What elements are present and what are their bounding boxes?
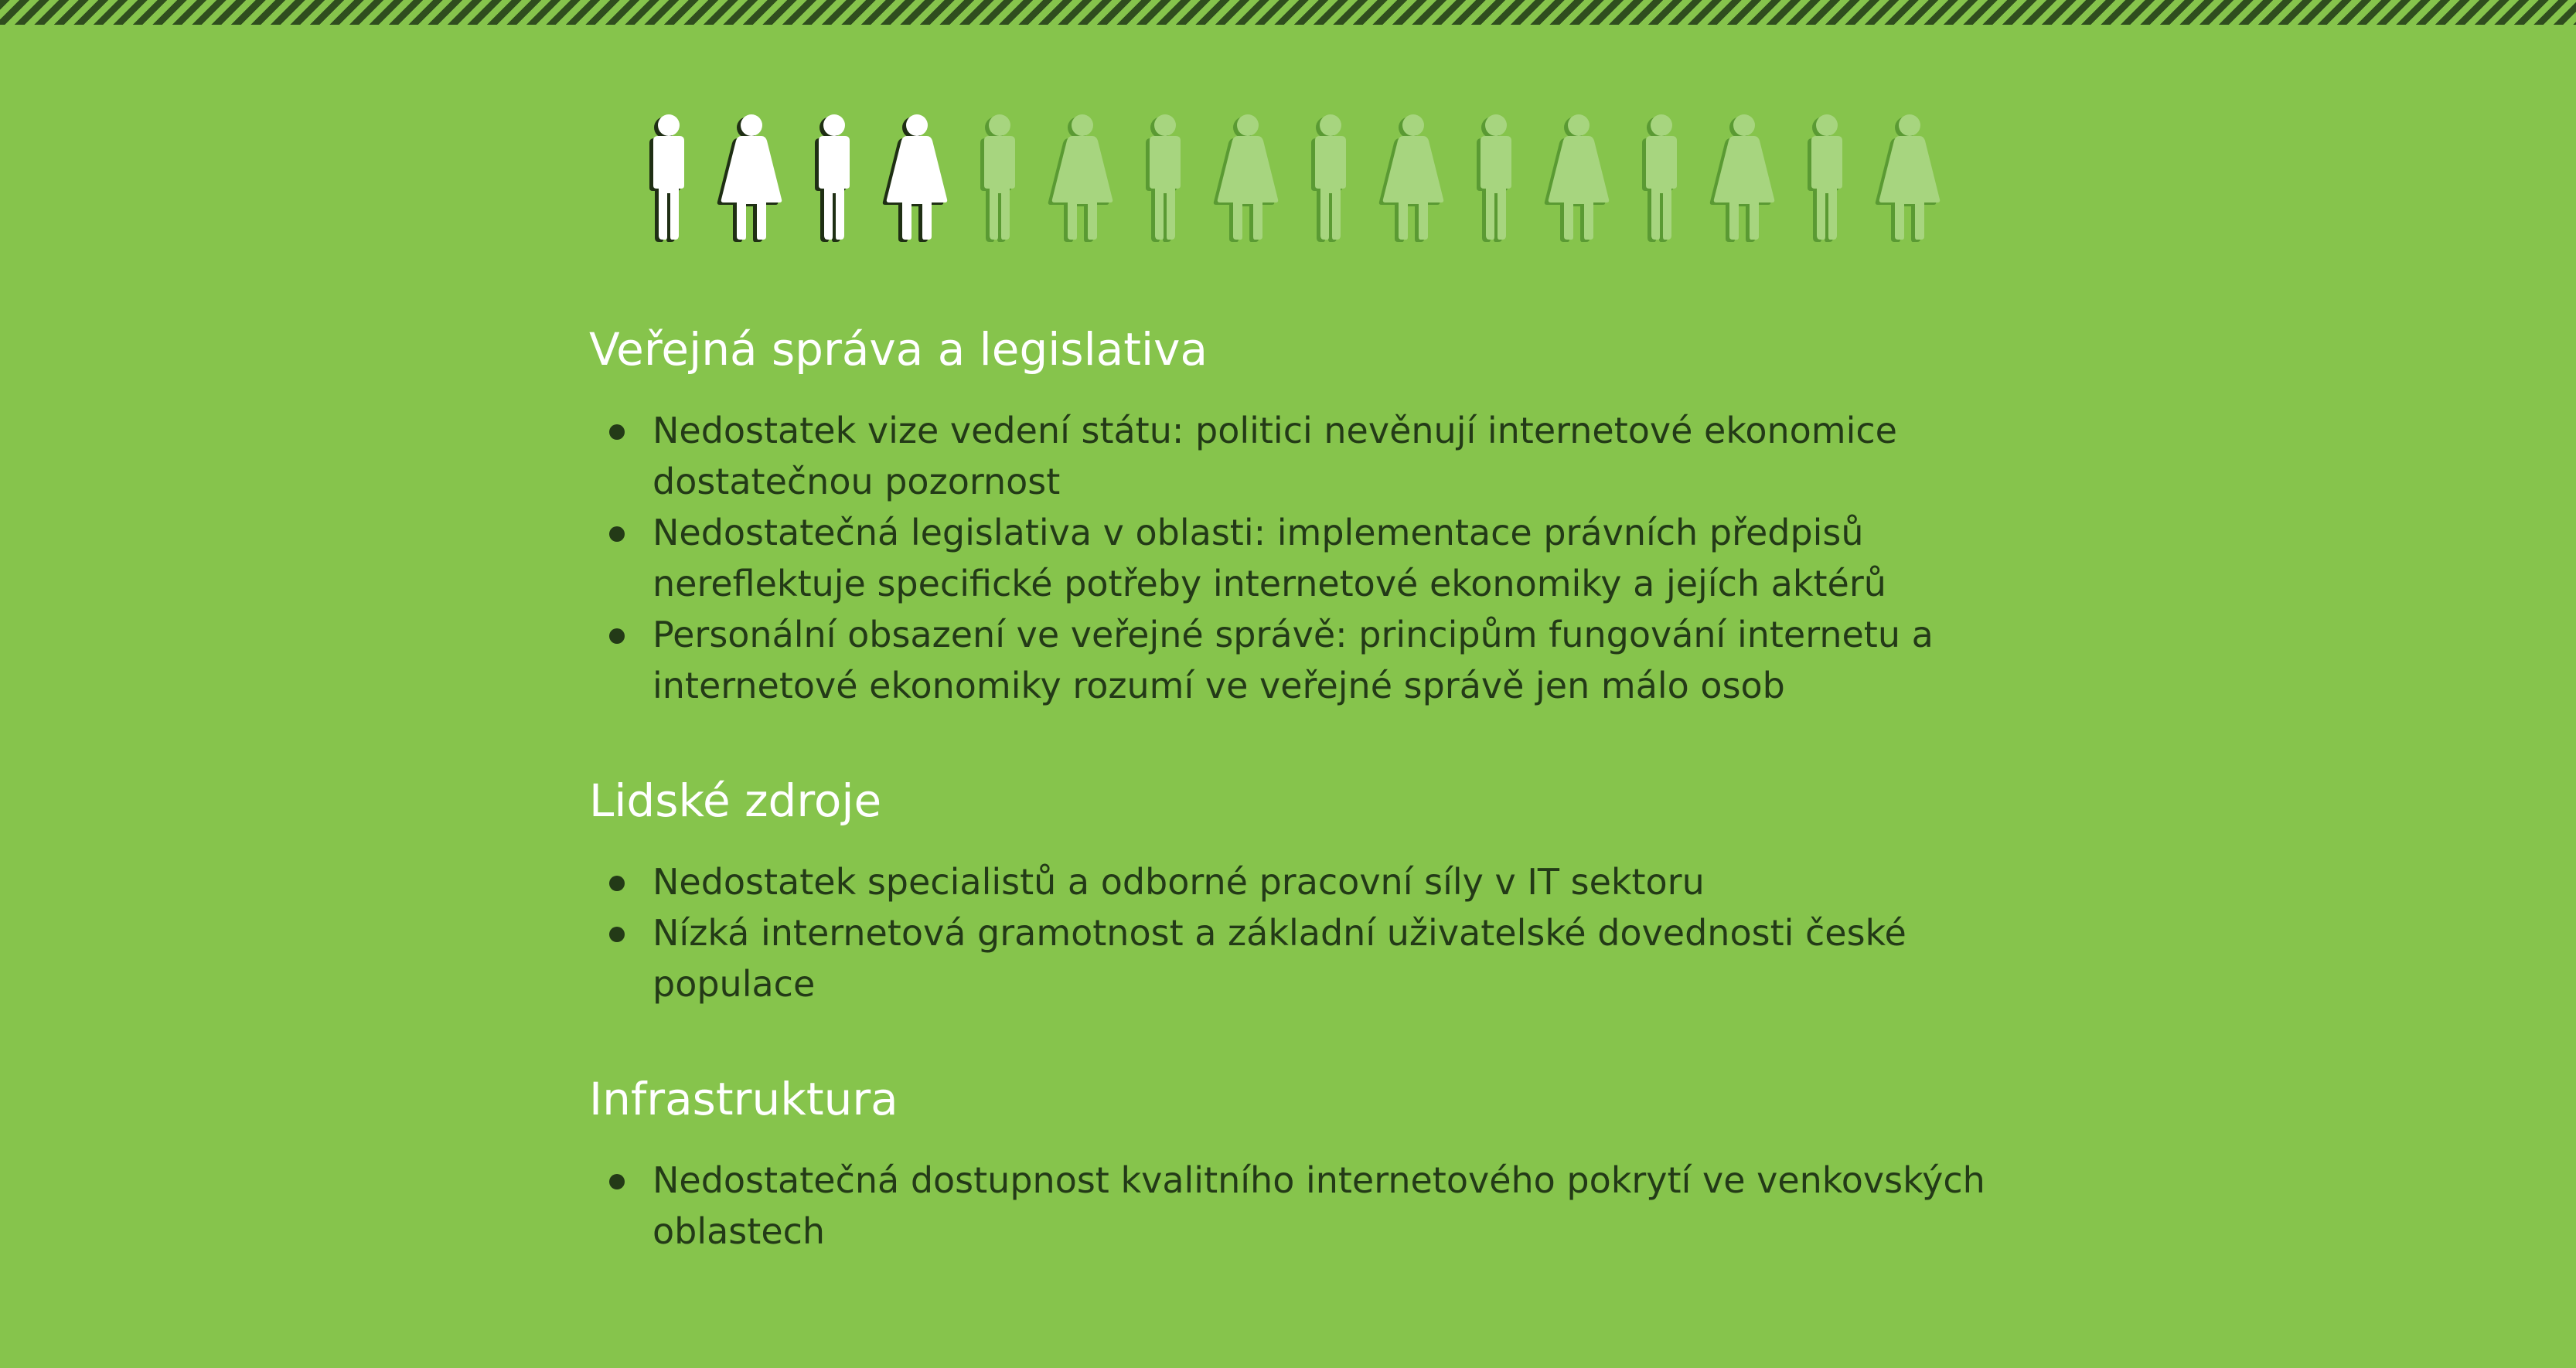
bullet-list bbox=[589, 1155, 2058, 1257]
list-item bbox=[589, 609, 2058, 711]
woman-icon bbox=[1041, 108, 1124, 243]
section-title: Infrastruktura bbox=[589, 1073, 898, 1125]
bullet-list bbox=[589, 405, 2058, 711]
woman-icon bbox=[1207, 108, 1290, 243]
woman-icon bbox=[1869, 108, 1951, 243]
bullet-icon bbox=[609, 424, 625, 440]
top-stripe-border bbox=[0, 0, 2576, 25]
section-infrastructure bbox=[589, 1059, 2058, 1257]
list-item-text: Nízká internetová gramotnost a základní uživatelské dovednosti české populace bbox=[653, 912, 1906, 1005]
woman-icon bbox=[1372, 108, 1455, 243]
woman-icon bbox=[710, 108, 793, 243]
list-item bbox=[589, 1155, 2058, 1257]
bullet-icon bbox=[609, 628, 625, 644]
woman-icon bbox=[876, 108, 959, 243]
bullet-icon bbox=[609, 876, 625, 891]
man-icon bbox=[628, 108, 710, 243]
list-item bbox=[589, 856, 2058, 907]
woman-icon bbox=[1538, 108, 1620, 243]
bullet-icon bbox=[609, 1174, 625, 1189]
man-icon bbox=[1620, 108, 1703, 243]
list-item-text: Nedostatek specialistů a odborné pracovní síly v IT sektoru bbox=[653, 861, 1705, 903]
section-public-administration bbox=[589, 309, 2058, 711]
list-item-text: Nedostatek vize vedení státu: politici nevěnují internetové ekonomice dostatečnou pozornost bbox=[653, 410, 1897, 502]
man-icon bbox=[1786, 108, 1869, 243]
bullet-list bbox=[589, 856, 2058, 1009]
list-item-text: Nedostatečná legislativa v oblasti: implementace právních předpisů nereflektuje specifické potřeby internetové ekonomiky a jejích aktérů bbox=[653, 512, 1886, 604]
man-icon bbox=[1455, 108, 1538, 243]
list-item-text: Personální obsazení ve veřejné správě: principům fungování internetu a internetové ekonomiky rozumí ve veřejné správě jen málo osob bbox=[653, 614, 1934, 706]
section-title: Veřejná správa a legislativa bbox=[589, 323, 1208, 376]
list-item bbox=[589, 405, 2058, 507]
man-icon bbox=[793, 108, 876, 243]
bullet-icon bbox=[609, 526, 625, 542]
bullet-icon bbox=[609, 927, 625, 942]
man-icon bbox=[1290, 108, 1372, 243]
list-item bbox=[589, 507, 2058, 609]
people-figures-row bbox=[628, 108, 1951, 243]
list-item-text: Nedostatečná dostupnost kvalitního internetového pokrytí ve venkovských oblastech bbox=[653, 1159, 1985, 1252]
man-icon bbox=[959, 108, 1041, 243]
man-icon bbox=[1124, 108, 1207, 243]
section-human-resources bbox=[589, 761, 2058, 1009]
list-item bbox=[589, 907, 2058, 1009]
woman-icon bbox=[1703, 108, 1786, 243]
section-title: Lidské zdroje bbox=[589, 774, 882, 827]
